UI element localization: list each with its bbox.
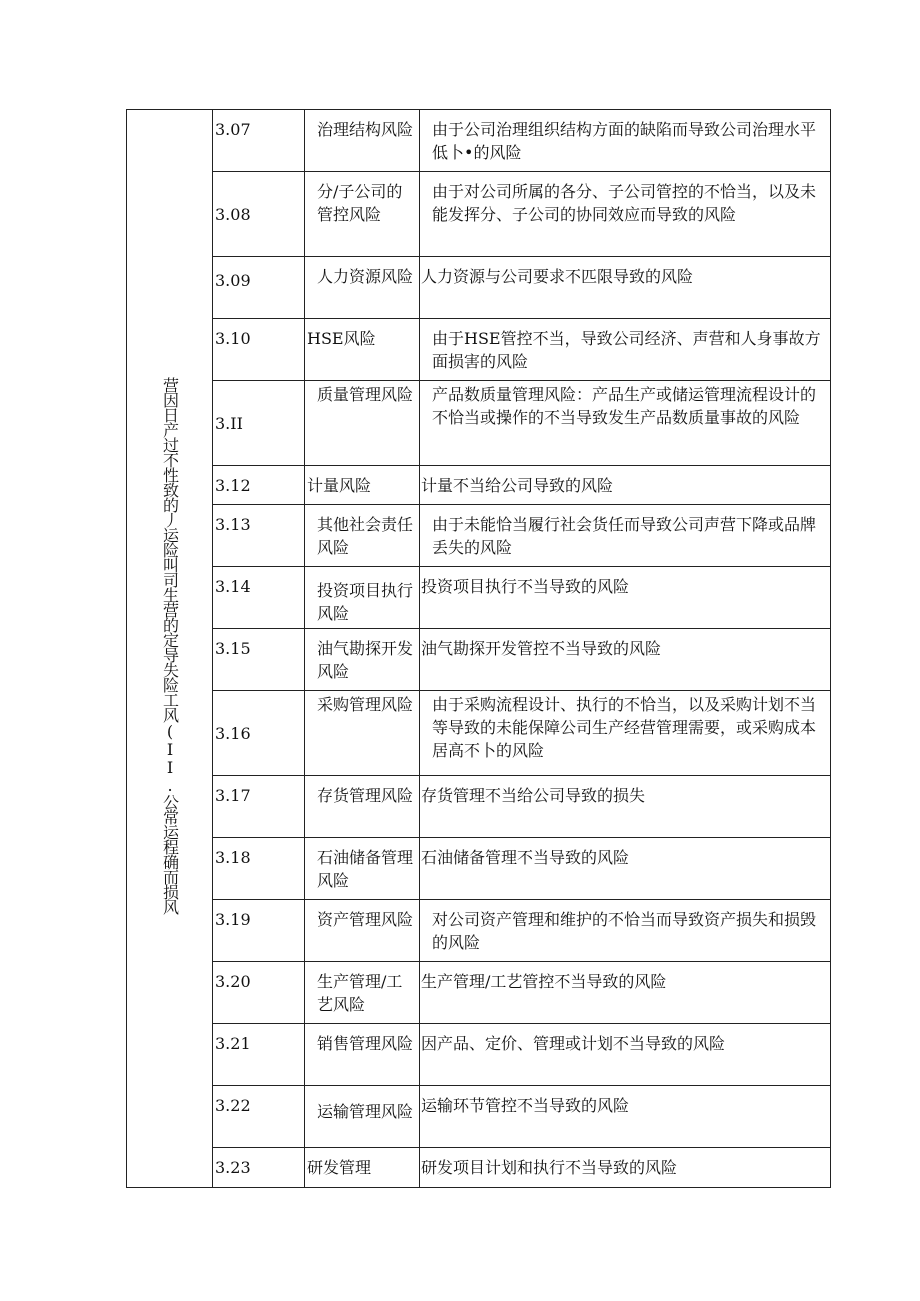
risk-description: 由于对公司所属的各分、子公司管控的不恰当，以及未能发挥分、子公司的协同效应而导致的风险	[432, 182, 817, 224]
risk-code: 3.16	[215, 723, 251, 743]
risk-table	[126, 109, 831, 1188]
category-label: 营因日产过不性致的丿运险叫司生营的定导失险工风(II.公常运程确而损风	[160, 377, 180, 914]
risk-name: 采购管理风险	[317, 695, 414, 714]
table-row	[127, 466, 831, 505]
risk-code: 3.18	[215, 848, 251, 867]
table-row	[127, 319, 831, 381]
risk-name: 资产管理风险	[317, 910, 414, 929]
risk-code: 3.23	[215, 1158, 251, 1177]
risk-description: 研发项目计划和执行不当导致的风险	[421, 1158, 678, 1177]
risk-name: 投资项目执行风险	[317, 581, 414, 623]
risk-name: 分/子公司的管控风险	[317, 182, 403, 224]
risk-name: 存货管理风险	[317, 786, 414, 805]
risk-name: 运输管理风险	[317, 1102, 414, 1121]
risk-name: 研发管理	[307, 1158, 372, 1177]
table-row	[127, 776, 831, 838]
risk-description: 投资项目执行不当导致的风险	[421, 577, 630, 596]
risk-code: 3.21	[215, 1034, 251, 1053]
table-row	[127, 172, 831, 257]
risk-code: 3.07	[215, 120, 251, 139]
table-row	[127, 629, 831, 691]
risk-name: 人力资源风险	[317, 267, 414, 286]
risk-name: 计量风险	[307, 476, 372, 495]
risk-code: 3.08	[215, 204, 251, 224]
risk-code: 3.II	[215, 413, 243, 433]
risk-description: 由于HSE管控不当，导致公司经济、声营和人身事故方面损害的风险	[432, 329, 821, 371]
risk-code: 3.09	[215, 271, 251, 290]
risk-description: 油气勘探开发管控不当导致的风险	[421, 639, 662, 658]
risk-description: 由于公司治理组织结构方面的缺陷而导致公司治理水平低卜•的风险	[432, 120, 817, 162]
table-row	[127, 505, 831, 567]
risk-name: HSE风险	[307, 329, 376, 348]
risk-name: 其他社会责任风险	[317, 515, 414, 557]
risk-description: 人力资源与公司要求不匹限导致的风险	[421, 267, 694, 286]
risk-code: 3.12	[215, 476, 251, 495]
risk-description: 计量不当给公司导致的风险	[421, 476, 614, 495]
table-row	[127, 838, 831, 900]
risk-code: 3.17	[215, 786, 251, 805]
risk-name: 石油储备管理风险	[317, 848, 414, 890]
risk-description: 运输环节管控不当导致的风险	[421, 1096, 630, 1115]
risk-description: 石油储备管理不当导致的风险	[421, 848, 630, 867]
risk-code: 3.10	[215, 329, 251, 348]
table-row	[127, 567, 831, 629]
risk-name: 销售管理风险	[317, 1034, 414, 1053]
risk-name: 生产管理/工艺风险	[317, 972, 403, 1014]
risk-description: 由于未能恰当履行社会货任而导致公司声营下降或品牌丢失的风险	[432, 515, 817, 557]
risk-code: 3.13	[215, 515, 251, 534]
risk-description: 因产品、定价、管理或计划不当导致的风险	[421, 1034, 726, 1053]
table-row	[127, 962, 831, 1024]
table-row	[127, 691, 831, 776]
risk-code: 3.20	[215, 972, 251, 991]
risk-description: 产品数质量管理风险：产品生产或储运管理流程设计的不恰当或操作的不当导致发生产品数质量事故的风险	[432, 385, 817, 427]
risk-description: 存货管理不当给公司导致的损失	[421, 786, 646, 805]
table-row	[127, 381, 831, 466]
risk-description: 由于采购流程设计、执行的不恰当，以及采购计划不当等导致的未能保障公司生产经营管理需要，或采购成本居高不卜的风险	[432, 695, 817, 760]
risk-code: 3.19	[215, 910, 251, 929]
table-row	[127, 257, 831, 319]
risk-name: 质量管理风险	[317, 385, 414, 404]
risk-description: 生产管理/工艺管控不当导致的风险	[421, 972, 667, 991]
risk-code: 3.22	[215, 1096, 251, 1115]
category-cell	[127, 110, 213, 1188]
risk-code: 3.14	[215, 577, 251, 596]
risk-description: 对公司资产管理和维护的不恰当而导致资产损失和损毁的风险	[432, 910, 817, 952]
table-row	[127, 110, 831, 172]
table-row	[127, 900, 831, 962]
table-row	[127, 1148, 831, 1188]
table-row	[127, 1024, 831, 1086]
table-row	[127, 1086, 831, 1148]
risk-name: 油气勘探开发风险	[317, 639, 414, 681]
risk-name: 治理结构风险	[317, 120, 414, 139]
risk-code: 3.15	[215, 639, 251, 658]
